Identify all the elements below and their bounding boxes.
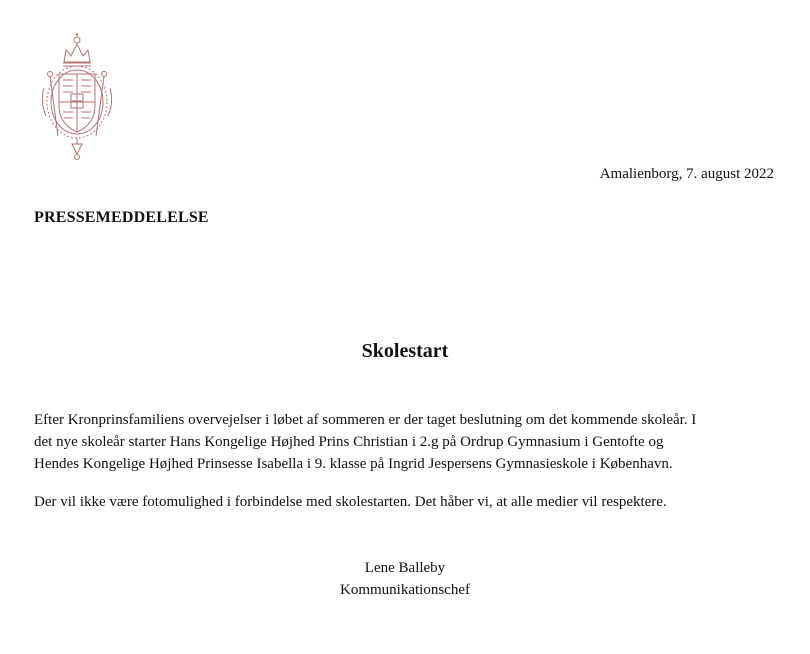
body-paragraph <box>34 409 784 475</box>
paragraph-line: Der vil ikke være fotomulighed i forbindelse med skolestarten. Det håber vi, at alle medier vil respektere. <box>34 494 667 510</box>
signatory-name: Lene Balleby <box>364 560 446 576</box>
signatory-role: Kommunikationschef <box>340 582 470 598</box>
paragraph-line: det nye skoleår starter Hans Kongelige Højhed Prins Christian i 2.g på Ordrup Gymnasium i Gentofte og <box>34 434 664 450</box>
paragraph-line: Efter Kronprinsfamiliens overvejelser i løbet af sommeren er der taget beslutning om det kommende skoleår. I <box>34 412 697 428</box>
royal-coat-of-arms-icon <box>36 32 118 162</box>
document-heading: PRESSEMEDDELELSE <box>34 209 209 226</box>
date-line: Amalienborg, 7. august 2022 <box>599 166 774 182</box>
signature-block <box>0 557 810 601</box>
body-paragraph <box>34 491 784 513</box>
paragraph-line: Hendes Kongelige Højhed Prinsesse Isabella i 9. klasse på Ingrid Jespersens Gymnasieskole i København. <box>34 456 673 472</box>
press-release-title: Skolestart <box>361 340 449 362</box>
